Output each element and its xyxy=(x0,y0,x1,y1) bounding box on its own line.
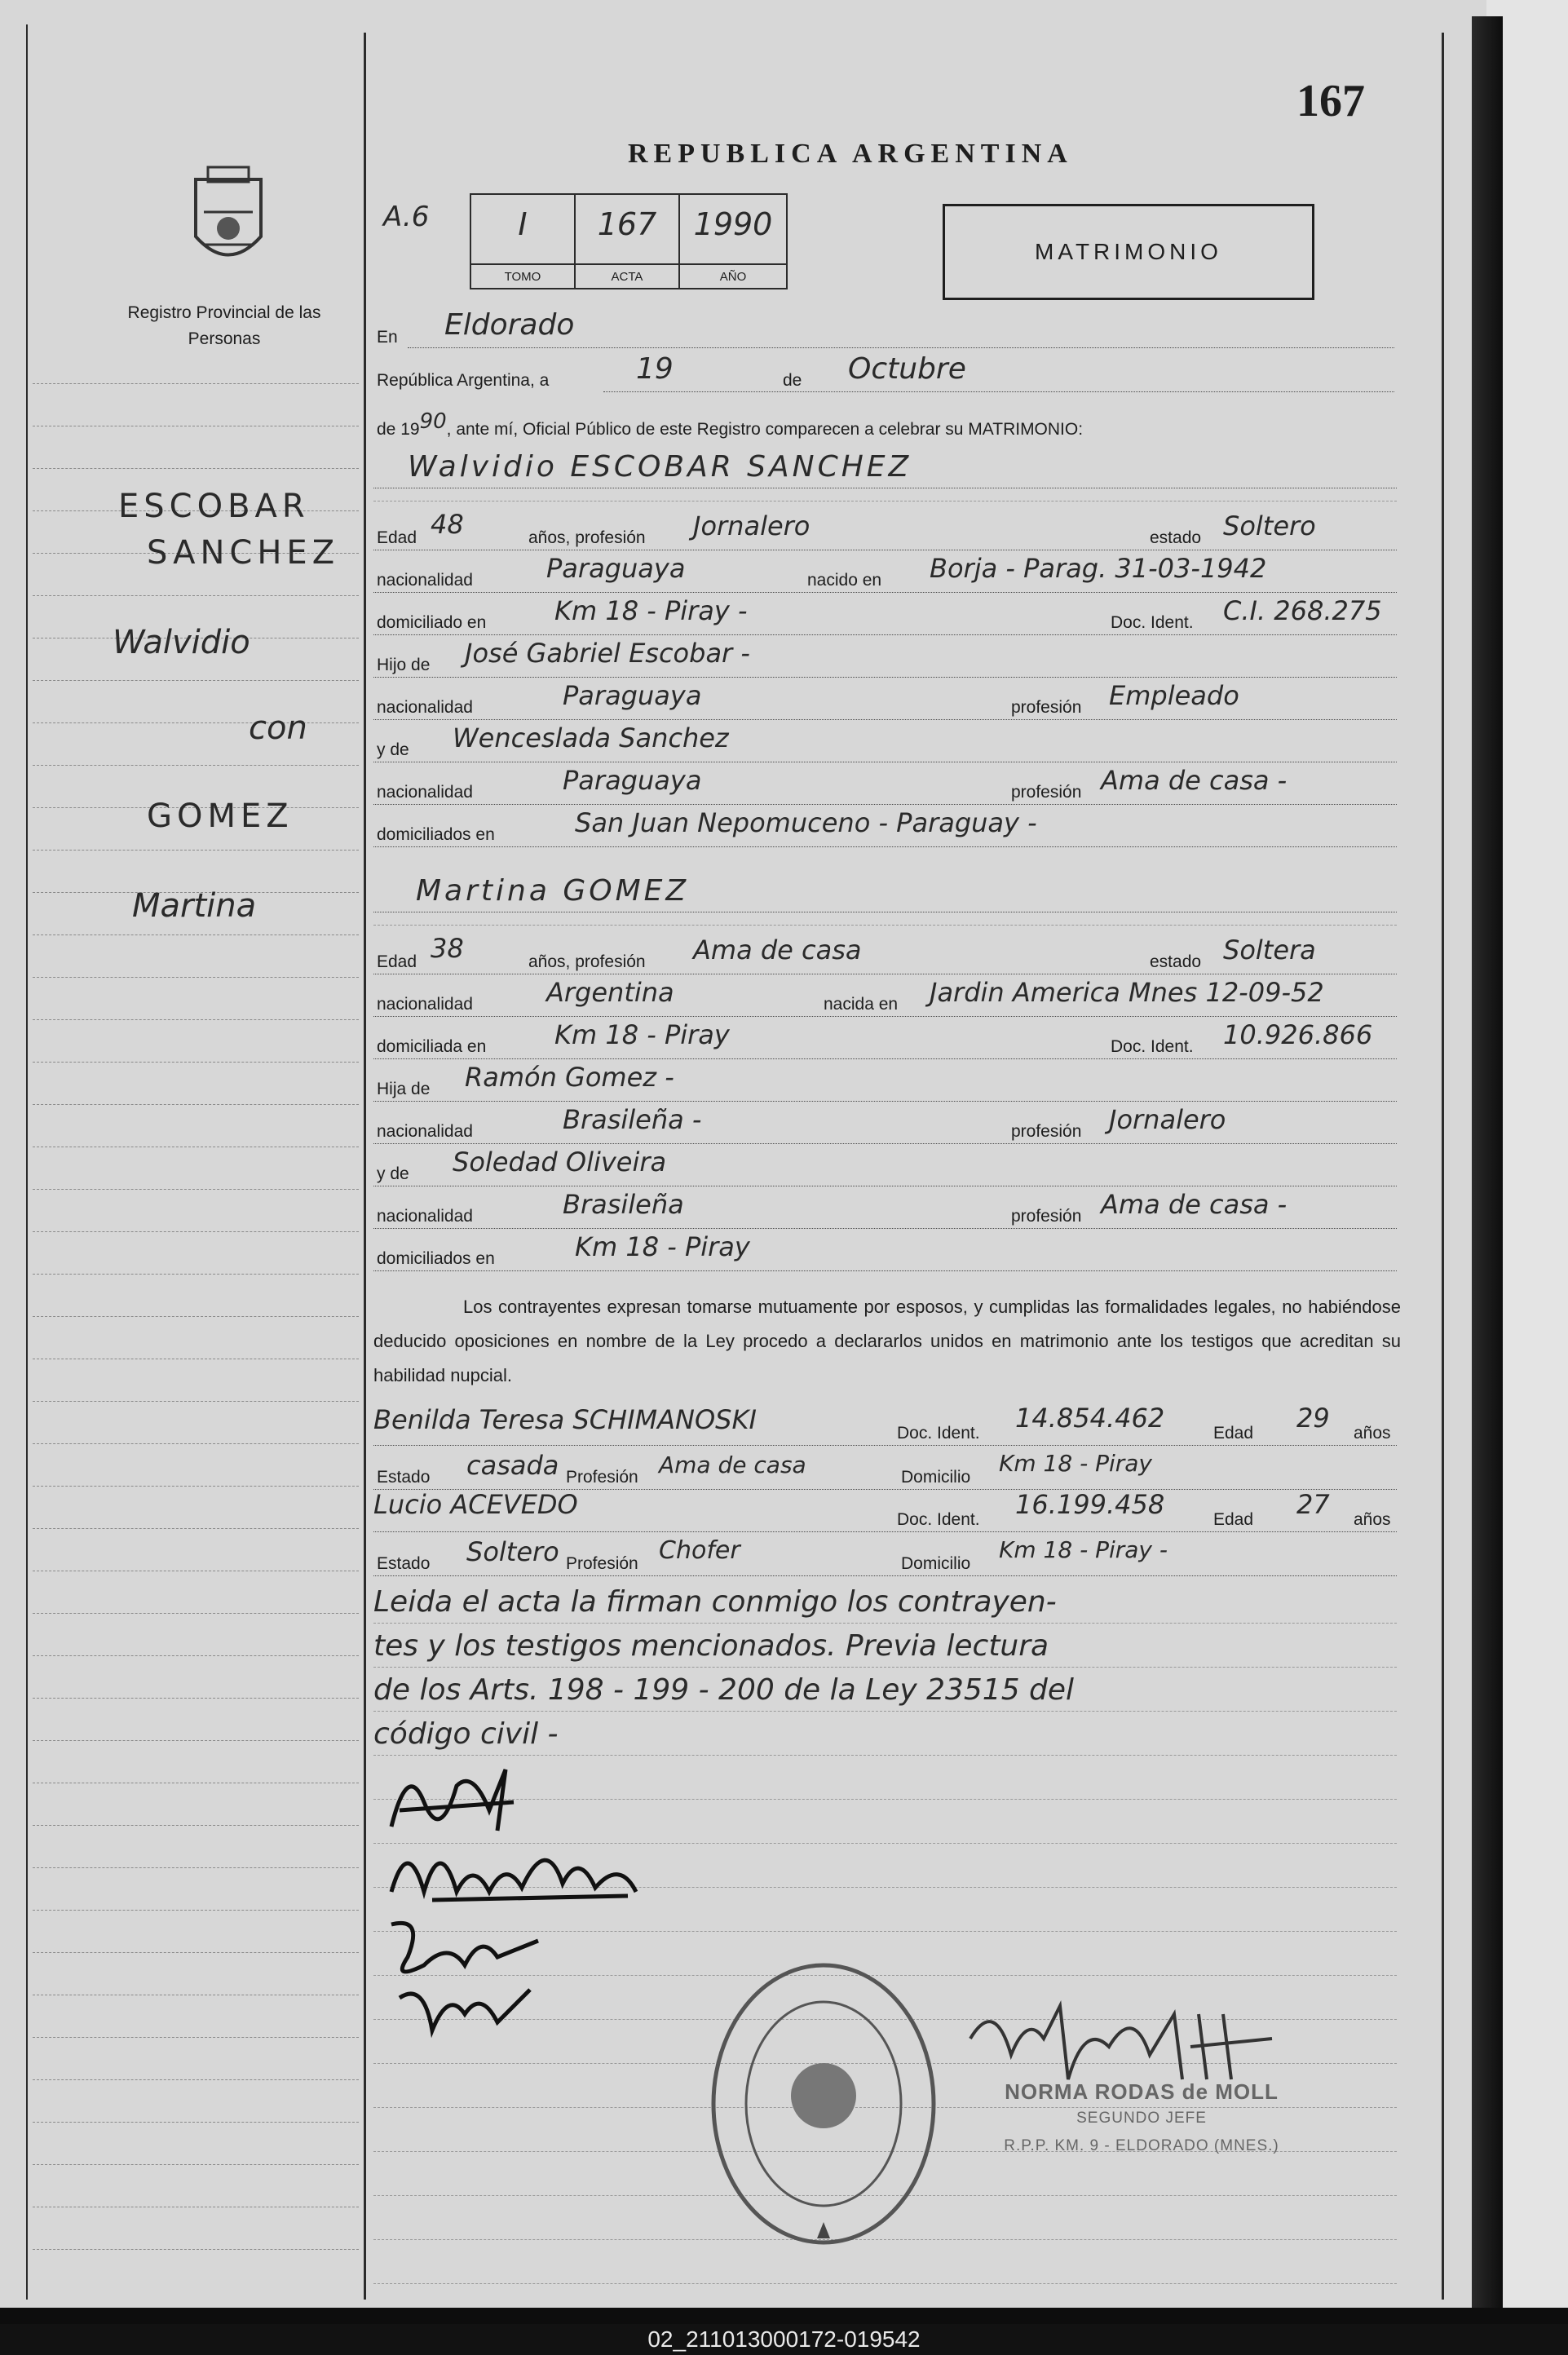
anio-label: AÑO xyxy=(680,263,786,289)
margin-ruled-line xyxy=(33,1698,359,1699)
groom-name: Walvidio ESCOBAR SANCHEZ xyxy=(408,450,912,484)
appear-text: , ante mí, Oficial Público de este Registro comparecen a celebrar su MATRIMONIO: xyxy=(446,420,1084,439)
groom-mother-nac: Paraguaya xyxy=(563,765,702,796)
bride-domicilio-label: domiciliada en xyxy=(377,1037,487,1056)
witness-1-domicilio-label: Domicilio xyxy=(901,1468,971,1487)
coat-of-arms-icon xyxy=(179,163,277,277)
bride-anios-profesion-label: años, profesión xyxy=(528,952,646,971)
groom-mother-nac-label: nacionalidad xyxy=(377,783,473,802)
date-rule xyxy=(603,391,1394,392)
year-suffix: 90 xyxy=(419,409,447,434)
bride-mother: Soledad Oliveira xyxy=(453,1147,667,1178)
margin-ruled-line xyxy=(33,2037,359,2038)
witness-2-domicilio-label: Domicilio xyxy=(901,1554,971,1573)
acta-cell xyxy=(576,195,680,288)
left-border xyxy=(26,24,28,2300)
witness-1-name: Benilda Teresa SCHIMANOSKI xyxy=(373,1404,757,1435)
witness-1-estado: casada xyxy=(466,1450,559,1481)
witness-1-doc: 14.854.462 xyxy=(1015,1403,1165,1434)
republic-label: República Argentina, a xyxy=(377,371,550,390)
witness-2-estado: Soltero xyxy=(466,1536,559,1567)
groom-father-label: Hijo de xyxy=(377,656,431,674)
margin-ruled-line xyxy=(33,1486,359,1487)
bride-signature xyxy=(383,1827,652,1916)
groom-father-nac: Paraguaya xyxy=(563,680,702,711)
officer-title: SEGUNDO JEFE xyxy=(1076,2110,1207,2127)
groom-parents-dom: San Juan Nepomuceno - Paraguay - xyxy=(575,807,1037,838)
bride-father-nac-label: nacionalidad xyxy=(377,1122,473,1141)
margin-ruled-line xyxy=(33,1613,359,1614)
witness-1-estado-label: Estado xyxy=(377,1468,431,1487)
margin-ruled-line xyxy=(33,1401,359,1402)
acta-label: ACTA xyxy=(576,263,678,289)
groom-mother-label: y de xyxy=(377,740,409,759)
margin-ruled-line xyxy=(33,1825,359,1826)
body-ruled-line xyxy=(373,2283,1397,2284)
margin-bride-name: Martina xyxy=(132,887,257,925)
bride-mother-nac: Brasileña xyxy=(563,1189,684,1220)
margin-con: con xyxy=(249,709,307,747)
margin-ruled-line xyxy=(33,680,359,681)
witness-1-profesion: Ama de casa xyxy=(659,1451,806,1478)
bride-parents-dom: Km 18 - Piray xyxy=(575,1231,750,1262)
groom-row-rule xyxy=(373,677,1397,678)
record-type-box: MATRIMONIO xyxy=(943,204,1314,300)
margin-ruled-line xyxy=(33,2079,359,2080)
bride-nacida-label: nacida en xyxy=(824,995,899,1014)
bride-row-rule xyxy=(373,1270,1397,1271)
declaration-text: Los contrayentes expresan tomarse mutuamente por esposos, y cumplidas las formalidades legales, no habiéndose deducido oposiciones en nombre de la Ley procedo a declararlos unidos en matrimonio ante los testigos que acreditan su habilidad nupcial. xyxy=(373,1297,1401,1385)
margin-ruled-line xyxy=(33,1528,359,1529)
closing-note-line-1: Leida el acta la firman conmigo los contrayen- xyxy=(373,1585,1057,1619)
witness-2-rule-2 xyxy=(373,1575,1397,1576)
groom-row-rule xyxy=(373,846,1397,847)
witness-2-estado-label: Estado xyxy=(377,1554,431,1573)
column-divider xyxy=(364,33,366,2300)
bride-row-rule xyxy=(373,1016,1397,1017)
margin-groom-name: Walvidio xyxy=(113,624,250,661)
body-ruled-line xyxy=(373,1711,1397,1712)
bride-row-rule xyxy=(373,1228,1397,1229)
margin-ruled-line xyxy=(33,1062,359,1063)
bride-profesion: Ama de casa xyxy=(693,934,862,965)
place-value: Eldorado xyxy=(444,308,575,342)
bride-nacida: Jardin America Mnes 12-09-52 xyxy=(930,977,1324,1008)
bride-edad-label: Edad xyxy=(377,952,417,971)
anio-value: 1990 xyxy=(693,206,773,242)
officer-office: R.P.P. KM. 9 - ELDORADO (MNES.) xyxy=(1004,2137,1279,2154)
anio-cell xyxy=(680,195,786,288)
bride-mother-nac-label: nacionalidad xyxy=(377,1207,473,1226)
tomo-label: TOMO xyxy=(471,263,574,289)
witness-1-doc-label: Doc. Ident. xyxy=(897,1424,980,1443)
groom-domicilio: Km 18 - Piray - xyxy=(554,595,748,626)
witness-signatures xyxy=(375,1908,563,2047)
groom-father: José Gabriel Escobar - xyxy=(465,638,750,669)
tomo-cell xyxy=(471,195,576,288)
groom-mother-prof: Ama de casa - xyxy=(1101,765,1288,796)
witness-2-profesion-label: Profesión xyxy=(566,1554,638,1573)
witness-2-anios-label: años xyxy=(1354,1510,1391,1529)
witness-1-edad-label: Edad xyxy=(1213,1424,1254,1443)
reference-annotation: A.6 xyxy=(383,201,430,233)
year-prefix-label: de 19 xyxy=(377,420,420,439)
groom-domicilio-label: domiciliado en xyxy=(377,613,487,632)
groom-nacionalidad: Paraguaya xyxy=(546,553,686,584)
closing-note-line-4: código civil - xyxy=(373,1717,559,1751)
margin-ruled-line xyxy=(33,2122,359,2123)
bride-doc-label: Doc. Ident. xyxy=(1111,1037,1194,1056)
groom-row-rule xyxy=(373,804,1397,805)
bride-row-rule xyxy=(373,1101,1397,1102)
year-prefix xyxy=(377,409,1084,440)
footer-filename: 02_211013000172-019542 xyxy=(0,2324,1568,2355)
margin-ruled-line xyxy=(33,1910,359,1911)
margin-surname-2: SANCHEZ xyxy=(147,534,340,572)
witness-1-edad: 29 xyxy=(1296,1403,1330,1434)
witness-1-anios-label: años xyxy=(1354,1424,1391,1443)
place-rule xyxy=(408,347,1394,348)
margin-ruled-line xyxy=(33,2249,359,2250)
margin-ruled-line xyxy=(33,2164,359,2165)
right-border xyxy=(1442,33,1444,2300)
en-label: En xyxy=(377,328,398,347)
witness-2-domicilio: Km 18 - Piray - xyxy=(999,1536,1168,1563)
groom-doc-label: Doc. Ident. xyxy=(1111,613,1194,632)
groom-mother: Wenceslada Sanchez xyxy=(453,722,729,753)
margin-ruled-line xyxy=(33,1867,359,1868)
groom-profesion: Jornalero xyxy=(693,510,811,541)
groom-mother-prof-label: profesión xyxy=(1011,783,1082,802)
bride-edad: 38 xyxy=(431,933,464,964)
groom-nacido: Borja - Parag. 31-03-1942 xyxy=(930,553,1267,584)
margin-ruled-line xyxy=(33,1316,359,1317)
groom-row-rule xyxy=(373,634,1397,635)
margin-ruled-line xyxy=(33,1740,359,1741)
officer-stamp xyxy=(970,2079,1313,2160)
margin-ruled-line xyxy=(33,595,359,596)
bride-father-nac: Brasileña - xyxy=(563,1104,702,1135)
witness-2-edad-label: Edad xyxy=(1213,1510,1254,1529)
groom-doc: C.I. 268.275 xyxy=(1223,595,1382,626)
bride-nacionalidad-label: nacionalidad xyxy=(377,995,473,1014)
bride-mother-prof-label: profesión xyxy=(1011,1207,1082,1226)
margin-ruled-line xyxy=(33,765,359,766)
bride-domicilio: Km 18 - Piray xyxy=(554,1019,730,1050)
groom-edad: 48 xyxy=(431,509,464,540)
groom-father-prof-label: profesión xyxy=(1011,698,1082,717)
bride-row-rule xyxy=(373,1143,1397,1144)
bride-mother-prof: Ama de casa - xyxy=(1101,1189,1288,1220)
bride-father-prof: Jornalero xyxy=(1109,1104,1226,1135)
witness-2-edad: 27 xyxy=(1296,1489,1330,1520)
page-bottom-edge xyxy=(0,2308,1568,2324)
book-binding xyxy=(1472,16,1503,2308)
closing-note-line-2: tes y los testigos mencionados. Previa lectura xyxy=(373,1629,1049,1663)
page-number: 167 xyxy=(1296,76,1365,126)
margin-ruled-line xyxy=(33,1019,359,1020)
bride-estado: Soltera xyxy=(1223,934,1316,965)
officer-name: NORMA RODAS de MOLL xyxy=(1005,2079,1279,2104)
reference-box xyxy=(470,193,788,289)
bride-mother-label: y de xyxy=(377,1164,409,1183)
groom-estado-label: estado xyxy=(1150,528,1202,547)
margin-ruled-line xyxy=(33,1231,359,1232)
margin-ruled-line xyxy=(33,977,359,978)
groom-anios-profesion-label: años, profesión xyxy=(528,528,646,547)
margin-ruled-line xyxy=(33,1443,359,1444)
section-divider xyxy=(373,925,1397,926)
margin-ruled-line xyxy=(33,722,359,723)
groom-estado: Soltero xyxy=(1223,510,1316,541)
witness-2-doc: 16.199.458 xyxy=(1015,1489,1165,1520)
bride-father-label: Hija de xyxy=(377,1080,431,1098)
bride-father: Ramón Gomez - xyxy=(465,1062,674,1093)
witness-2-name: Lucio ACEVEDO xyxy=(373,1489,578,1520)
margin-ruled-line xyxy=(33,934,359,935)
witness-1-rule xyxy=(373,1445,1397,1446)
groom-nacido-label: nacido en xyxy=(807,571,882,590)
bride-estado-label: estado xyxy=(1150,952,1202,971)
registry-name: Registro Provincial de las Personas xyxy=(127,303,321,348)
groom-parents-dom-label: domiciliados en xyxy=(377,825,495,844)
bride-doc: 10.926.866 xyxy=(1223,1019,1373,1050)
margin-ruled-line xyxy=(33,1189,359,1190)
groom-edad-label: Edad xyxy=(377,528,417,547)
acta-value: 167 xyxy=(597,206,657,242)
witness-1-domicilio: Km 18 - Piray xyxy=(999,1450,1152,1477)
closing-note-line-3: de los Arts. 198 - 199 - 200 de la Ley 23515 del xyxy=(373,1673,1075,1707)
groom-row-rule xyxy=(373,719,1397,720)
month-value: Octubre xyxy=(848,352,966,386)
body-ruled-line xyxy=(373,1667,1397,1668)
de-label: de xyxy=(783,371,802,390)
margin-ruled-line xyxy=(33,1274,359,1275)
groom-nacionalidad-label: nacionalidad xyxy=(377,571,473,590)
margin-ruled-line xyxy=(33,1952,359,1953)
groom-row-rule xyxy=(373,592,1397,593)
bride-row-rule xyxy=(373,1058,1397,1059)
body-ruled-line xyxy=(373,1623,1397,1624)
witness-1-profesion-label: Profesión xyxy=(566,1468,638,1487)
country-heading: REPUBLICA ARGENTINA xyxy=(628,139,1073,169)
margin-surname-1: ESCOBAR xyxy=(118,488,310,525)
witness-2-rule xyxy=(373,1531,1397,1532)
witness-2-profesion: Chofer xyxy=(659,1536,740,1565)
margin-ruled-line xyxy=(33,850,359,851)
margin-ruled-line xyxy=(33,1104,359,1105)
bride-nacionalidad: Argentina xyxy=(546,977,674,1008)
tomo-value: I xyxy=(518,206,528,242)
bride-parents-dom-label: domiciliados en xyxy=(377,1249,495,1268)
day-value: 19 xyxy=(636,352,674,386)
groom-father-prof: Empleado xyxy=(1109,680,1239,711)
witness-2-doc-label: Doc. Ident. xyxy=(897,1510,980,1529)
groom-father-nac-label: nacionalidad xyxy=(377,698,473,717)
bride-name: Martina GOMEZ xyxy=(416,874,690,908)
official-stamp-icon xyxy=(701,1953,946,2255)
margin-bride-surname: GOMEZ xyxy=(147,798,294,835)
margin-ruled-line xyxy=(33,1655,359,1656)
margin-ruled-line xyxy=(33,468,359,469)
bride-father-prof-label: profesión xyxy=(1011,1122,1082,1141)
margin-ruled-line xyxy=(33,383,359,384)
